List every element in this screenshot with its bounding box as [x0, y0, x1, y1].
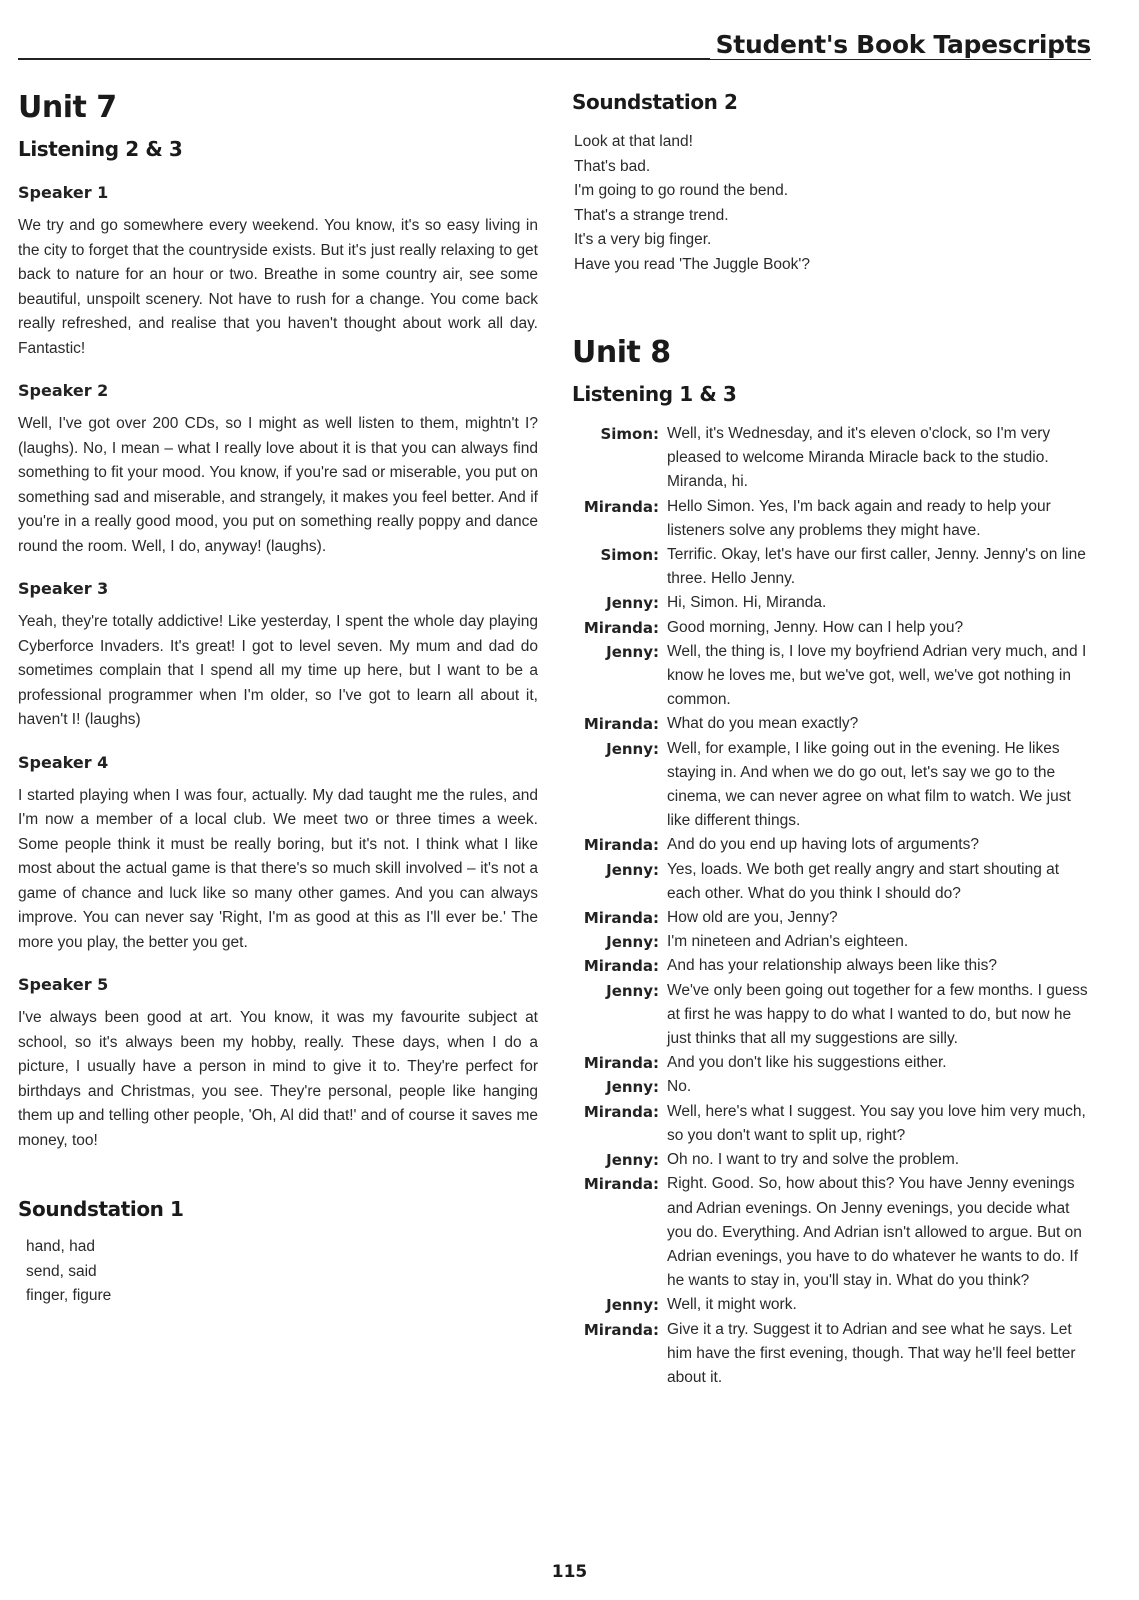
dialogue-speaker: Jenny: [606, 739, 659, 758]
dialogue-speaker: Jenny: [606, 1078, 659, 1097]
dialogue-text: Well, the thing is, I love my boyfriend Adrian very much, and I know he loves me, but we've got, well, we've got nothing in common. [667, 642, 1087, 709]
dialogue-turn [572, 1318, 1090, 1391]
dialogue-turn [572, 930, 1090, 954]
dialogue-text: Well, for example, I like going out in the evening. He likes staying in. And when we do go out, let's say we go to the cinema, we can never agree on what film to watch. We just like different things. [667, 739, 1071, 830]
dialogue-turn [572, 906, 1090, 930]
dialogue-speaker: Miranda: [583, 909, 659, 928]
soundstation-2-lines [572, 130, 1090, 277]
dialogue-text: Give it a try. Suggest it to Adrian and see what he says. Let him have the first evening, though. That way he'll feel better about it. [667, 1320, 1076, 1386]
running-head [18, 22, 1091, 60]
dialogue-text: Terrific. Okay, let's have our first caller, Jenny. Jenny's on line three. Hello Jenny. [667, 546, 1086, 588]
listening-1-3-heading: Listening 1 & 3 [572, 382, 737, 406]
dialogue-speaker: Jenny: [606, 981, 659, 1000]
dialogue-text: Oh no. I want to try and solve the problem. [667, 1151, 960, 1169]
dialogue-turn [572, 954, 1090, 978]
speaker-1-label: Speaker 1 [18, 183, 109, 202]
unit-7-heading: Unit 7 [18, 90, 117, 125]
dialogue-text: What do you mean exactly? [667, 715, 859, 733]
dialogue-speaker: Miranda: [583, 1320, 659, 1339]
speaker-1-text: We try and go somewhere every weekend. You know, it's so easy living in the city to forget that the countryside exists. But it's just really relaxing to get back to nature for an hour or two. Breathe in some country air, see some beautiful, unspoilt scenery. Not have to rush for a change. You come back really refreshed, and realise that you haven't thought about work all day. Fantastic! [18, 217, 538, 357]
soundstation-2-line: Look at that land! [574, 133, 693, 150]
soundstation-2-heading: Soundstation 2 [572, 90, 738, 114]
dialogue-text: And you don't like his suggestions either. [667, 1054, 947, 1072]
soundstation-1-line: hand, had [26, 1238, 95, 1255]
dialogue-speaker: Simon: [600, 425, 659, 443]
dialogue-turn [572, 1148, 1090, 1172]
soundstation-1-line: finger, figure [26, 1287, 112, 1304]
soundstation-1-lines [18, 1235, 538, 1309]
dialogue-text: I'm nineteen and Adrian's eighteen. [667, 933, 909, 951]
dialogue [572, 422, 1090, 1390]
dialogue-text: Yes, loads. We both get really angry and start shouting at each other. What do you think I should do? [667, 860, 1060, 902]
dialogue-speaker: Miranda: [583, 715, 659, 734]
dialogue-speaker: Jenny: [606, 860, 659, 879]
dialogue-speaker: Jenny: [606, 1151, 659, 1170]
dialogue-text: Right. Good. So, how about this? You have Jenny evenings and Adrian evenings. On Jenny evenings, you decide what you do. Everything. And Adrian isn't allowed to argue. But on Adrian evenings, you have to do whatever he wants to do. If he wants to stay in, you'll stay in. What do you think? [667, 1175, 1082, 1290]
dialogue-turn [572, 616, 1090, 640]
dialogue-text: Good morning, Jenny. How can I help you? [667, 618, 964, 636]
dialogue-turn [572, 1293, 1090, 1317]
dialogue-text: Well, it might work. [667, 1296, 797, 1314]
dialogue-speaker: Simon: [600, 546, 659, 565]
dialogue-text: We've only been going out together for a few months. I guess at first he was happy to do what I wanted to do, but now he just thinks that all my suggestions are silly. [667, 981, 1088, 1048]
soundstation-1-line: send, said [26, 1262, 97, 1280]
speaker-5-text: I've always been good at art. You know, it was my favourite subject at school, so it's always been my hobby, really. These days, when I do a picture, I usually have a person in mind to give it to. They're perfect for birthdays and Christmas, you see. They're personal, people like hanging them up and telling other people, 'Oh, Al did that!' and of course it saves me money, too! [18, 1009, 538, 1149]
dialogue-turn [572, 1100, 1090, 1148]
speaker-5-label: Speaker 5 [18, 975, 109, 994]
dialogue-speaker: Jenny: [606, 642, 659, 661]
dialogue-turn [572, 1075, 1090, 1099]
page-number: 115 [551, 1562, 588, 1582]
running-head-title: Student's Book Tapescripts [710, 30, 1091, 59]
speaker-2-text: Well, I've got over 200 CDs, so I might as well listen to them, mightn't I? (laughs). No, I mean – what I really love about it is that you can always find something to fit your mood. You know, if you're sad or miserable, you put on something sad and miserable, and strangely, it makes you feel better. And if you're in a really good mood, you put on something really poppy and dance round the room. Well, I do, anyway! (laughs). [18, 415, 538, 555]
dialogue-speaker: Miranda: [583, 836, 659, 855]
dialogue-text: Hello Simon. Yes, I'm back again and ready to help your listeners solve any problems they might have. [667, 497, 1051, 539]
dialogue-speaker: Miranda: [583, 957, 659, 976]
speaker-4-label: Speaker 4 [18, 752, 109, 772]
soundstation-1-heading: Soundstation 1 [18, 1197, 184, 1221]
dialogue-speaker: Miranda: [583, 1175, 659, 1194]
dialogue-speaker: Jenny: [606, 594, 659, 613]
soundstation-2-line: That's a strange trend. [574, 206, 729, 224]
soundstation-2-line: That's bad. [574, 157, 651, 175]
dialogue-turn [572, 858, 1090, 906]
dialogue-turn [572, 1051, 1090, 1075]
soundstation-2-line: I'm going to go round the bend. [574, 182, 789, 199]
soundstation-2-line: It's a very big finger. [574, 231, 712, 248]
unit-8-heading: Unit 8 [572, 335, 671, 370]
dialogue-turn [572, 495, 1090, 543]
dialogue-turn [572, 422, 1090, 495]
dialogue-text: And has your relationship always been like this? [667, 957, 997, 975]
dialogue-text: How old are you, Jenny? [667, 909, 838, 927]
dialogue-speaker: Miranda: [583, 497, 659, 516]
dialogue-speaker: Miranda: [583, 1054, 659, 1073]
speaker-2-label: Speaker 2 [18, 381, 109, 400]
soundstation-2-line: Have you read 'The Juggle Book'? [574, 255, 810, 273]
dialogue-text: And do you end up having lots of arguments? [667, 836, 979, 854]
dialogue-text: No. [667, 1078, 692, 1096]
speaker-3-text: Yeah, they're totally addictive! Like yesterday, I spent the whole day playing Cyberforce Invaders. It's great! I got to level seven. My mum and dad do sometimes complain that I spend all my time up here, but I want to be a professional programmer when I'm older, so I've got to learn all about it, haven't I! (laughs) [18, 613, 538, 728]
dialogue-speaker: Miranda: [583, 1102, 659, 1121]
dialogue-text: Hi, Simon. Hi, Miranda. [667, 594, 827, 612]
dialogue-turn [572, 712, 1090, 736]
left-column [18, 80, 538, 1309]
speaker-3-label: Speaker 3 [18, 579, 109, 598]
dialogue-turn [572, 543, 1090, 591]
dialogue-turn [572, 737, 1090, 834]
dialogue-turn [572, 979, 1090, 1052]
dialogue-turn [572, 640, 1090, 713]
dialogue-speaker: Jenny: [606, 933, 659, 952]
dialogue-text: Well, here's what I suggest. You say you love him very much, so you don't want to split up, right? [667, 1102, 1086, 1144]
dialogue-turn [572, 833, 1090, 857]
dialogue-speaker: Miranda: [583, 618, 659, 637]
speaker-4-text: I started playing when I was four, actually. My dad taught me the rules, and I'm now a member of a local club. We meet two or three times a week. Some people think it must be really boring, but it's not. I think what I like most about the actual game is that there's so much skill involved – it's not a game of chance and luck like so many other games. And you can always improve. You can never say 'Right, I'm as good at this as I'll ever be.' The more you play, the better you get. [18, 786, 538, 951]
dialogue-turn [572, 1172, 1090, 1293]
dialogue-text: Well, it's Wednesday, and it's eleven o'clock, so I'm very pleased to welcome Miranda Miracle back to the studio. Miranda, hi. [667, 425, 1051, 491]
dialogue-turn [572, 591, 1090, 615]
listening-2-3-heading: Listening 2 & 3 [18, 137, 183, 161]
dialogue-speaker: Jenny: [606, 1296, 659, 1315]
right-column [572, 80, 1090, 1390]
